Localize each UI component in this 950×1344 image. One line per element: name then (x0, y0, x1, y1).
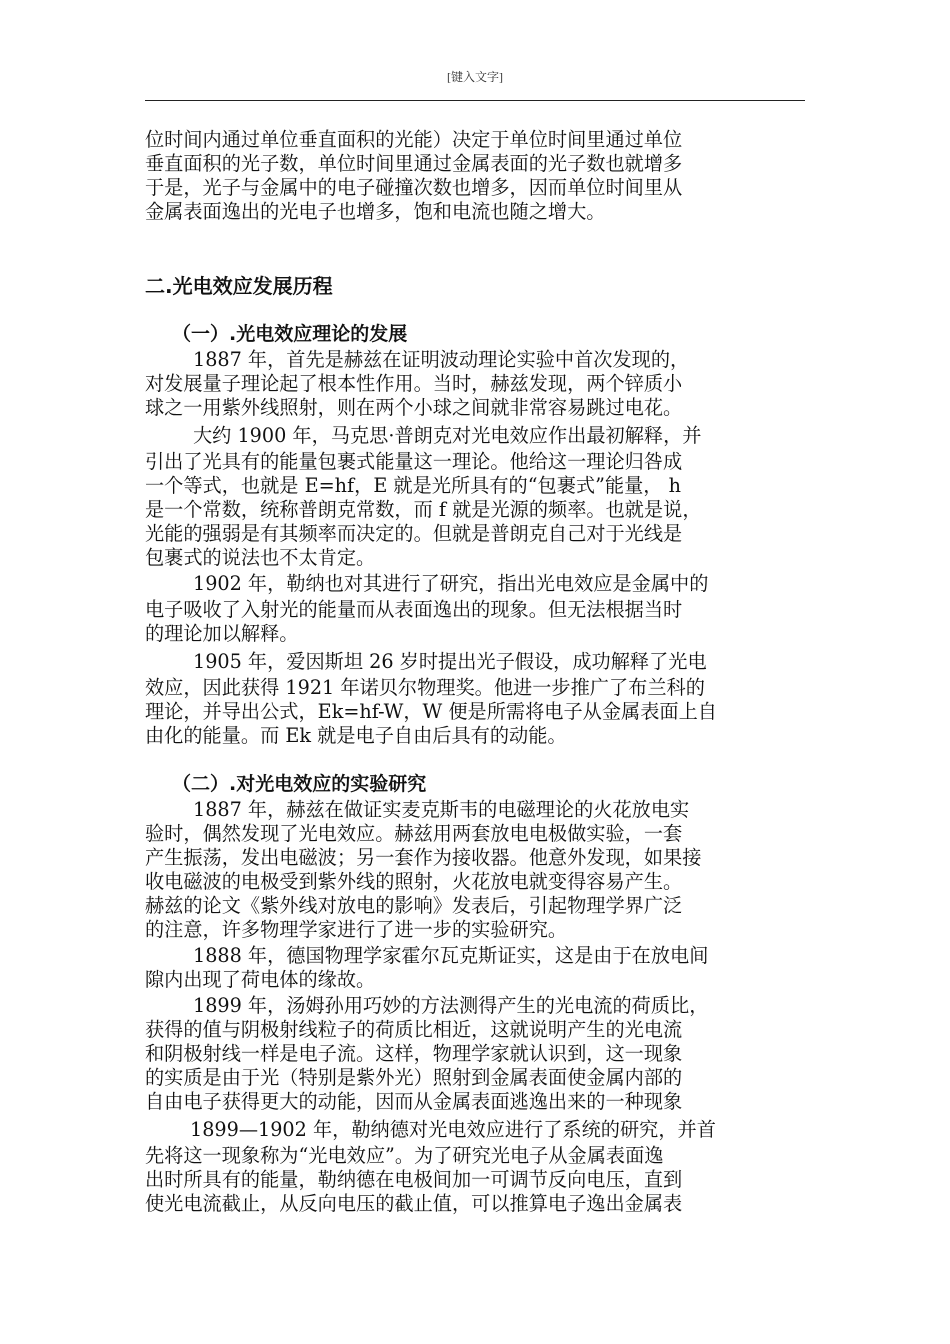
body-line: 电子吸收了入射光的能量而从表面逸出的现象。但无法根据当时 (145, 598, 683, 621)
body-line: 包裹式的说法也不太肯定。 (145, 546, 376, 569)
body-line: 先将这一现象称为“光电效应”。为了研究光电子从金属表面逸 (145, 1144, 664, 1167)
body-line: 验时，偶然发现了光电效应。赫兹用两套放电电极做实验，一套 (145, 822, 683, 845)
body-line: 出时所具有的能量，勒纳德在电极间加一可调节反向电压，直到 (145, 1168, 683, 1191)
body-line: 大约 1900 年，马克思·普朗克对光电效应作出最初解释，并 (193, 424, 702, 447)
body-line: 1905 年，爱因斯坦 26 岁时提出光子假设，成功解释了光电 (193, 650, 707, 673)
body-line: 1902 年，勒纳也对其进行了研究，指出光电效应是金属中的 (193, 572, 709, 595)
subsection-heading: （二）.对光电效应的实验研究 (172, 773, 427, 795)
body-line: 位时间内通过单位垂直面积的光能）决定于单位时间里通过单位 (145, 128, 683, 151)
body-line: 收电磁波的电极受到紫外线的照射，火花放电就变得容易产生。 (145, 870, 683, 893)
body-line: 的理论加以解释。 (145, 622, 299, 645)
body-line: 和阴极射线一样是电子流。这样，物理学家就认识到，这一现象 (145, 1042, 683, 1065)
body-line: 球之一用紫外线照射，则在两个小球之间就非常容易跳过电花。 (145, 396, 683, 419)
body-line: 隙内出现了荷电体的缘故。 (145, 968, 376, 991)
body-line: 获得的值与阴极射线粒子的荷质比相近，这就说明产生的光电流 (145, 1018, 683, 1041)
body-line: 1888 年，德国物理学家霍尔瓦克斯证实，这是由于在放电间 (193, 944, 709, 967)
body-line: 理论，并导出公式，Ek=hf-W，W 便是所需将电子从金属表面上自 (145, 700, 717, 723)
body-line: 光能的强弱是有其频率而决定的。但就是普朗克自己对于光线是 (145, 522, 683, 545)
body-line: 1899—1902 年，勒纳德对光电效应进行了系统的研究，并首 (190, 1118, 716, 1141)
body-line: 效应，因此获得 1921 年诺贝尔物理奖。他进一步推广了布兰科的 (145, 676, 705, 699)
body-line: 使光电流截止，从反向电压的截止值，可以推算电子逸出金属表 (145, 1192, 683, 1215)
body-line: 金属表面逸出的光电子也增多，饱和电流也随之增大。 (145, 200, 606, 223)
body-line: 是一个常数，统称普朗克常数，而 f 就是光源的频率。也就是说， (145, 498, 702, 521)
page-header: [键入文字] (447, 70, 503, 84)
body-line: 自由电子获得更大的动能，因而从金属表面逃逸出来的一种现象 (145, 1090, 683, 1113)
body-line: 产生振荡，发出电磁波；另一套作为接收器。他意外发现，如果接 (145, 846, 702, 869)
body-line: 对发展量子理论起了根本性作用。当时，赫兹发现，两个锌质小 (145, 372, 683, 395)
body-line: 垂直面积的光子数，单位时间里通过金属表面的光子数也就增多 (145, 152, 683, 175)
body-line: 1899 年，汤姆孙用巧妙的方法测得产生的光电流的荷质比， (193, 994, 709, 1017)
body-line: 的实质是由于光（特别是紫外光）照射到金属表面使金属内部的 (145, 1066, 683, 1089)
body-line: 由化的能量。而 Ek 就是电子自由后具有的动能。 (145, 724, 567, 747)
body-line: 一个等式，也就是 E=hf，E 就是光所具有的“包裹式”能量， h (145, 474, 681, 497)
body-line: 赫兹的论文《紫外线对放电的影响》发表后，引起物理学界广泛 (145, 894, 683, 917)
body-line: 于是，光子与金属中的电子碰撞次数也增多，因而单位时间里从 (145, 176, 683, 199)
subsection-heading: （一）.光电效应理论的发展 (172, 323, 408, 345)
body-line: 1887 年，赫兹在做证实麦克斯韦的电磁理论的火花放电实 (193, 798, 690, 821)
body-line: 的注意，许多物理学家进行了进一步的实验研究。 (145, 918, 568, 941)
header-rule (145, 100, 805, 101)
section-heading: 二.光电效应发展历程 (145, 274, 333, 298)
body-line: 引出了光具有的能量包裹式能量这一理论。他给这一理论归咎成 (145, 450, 683, 473)
body-line: 1887 年，首先是赫兹在证明波动理论实验中首次发现的， (193, 348, 690, 371)
